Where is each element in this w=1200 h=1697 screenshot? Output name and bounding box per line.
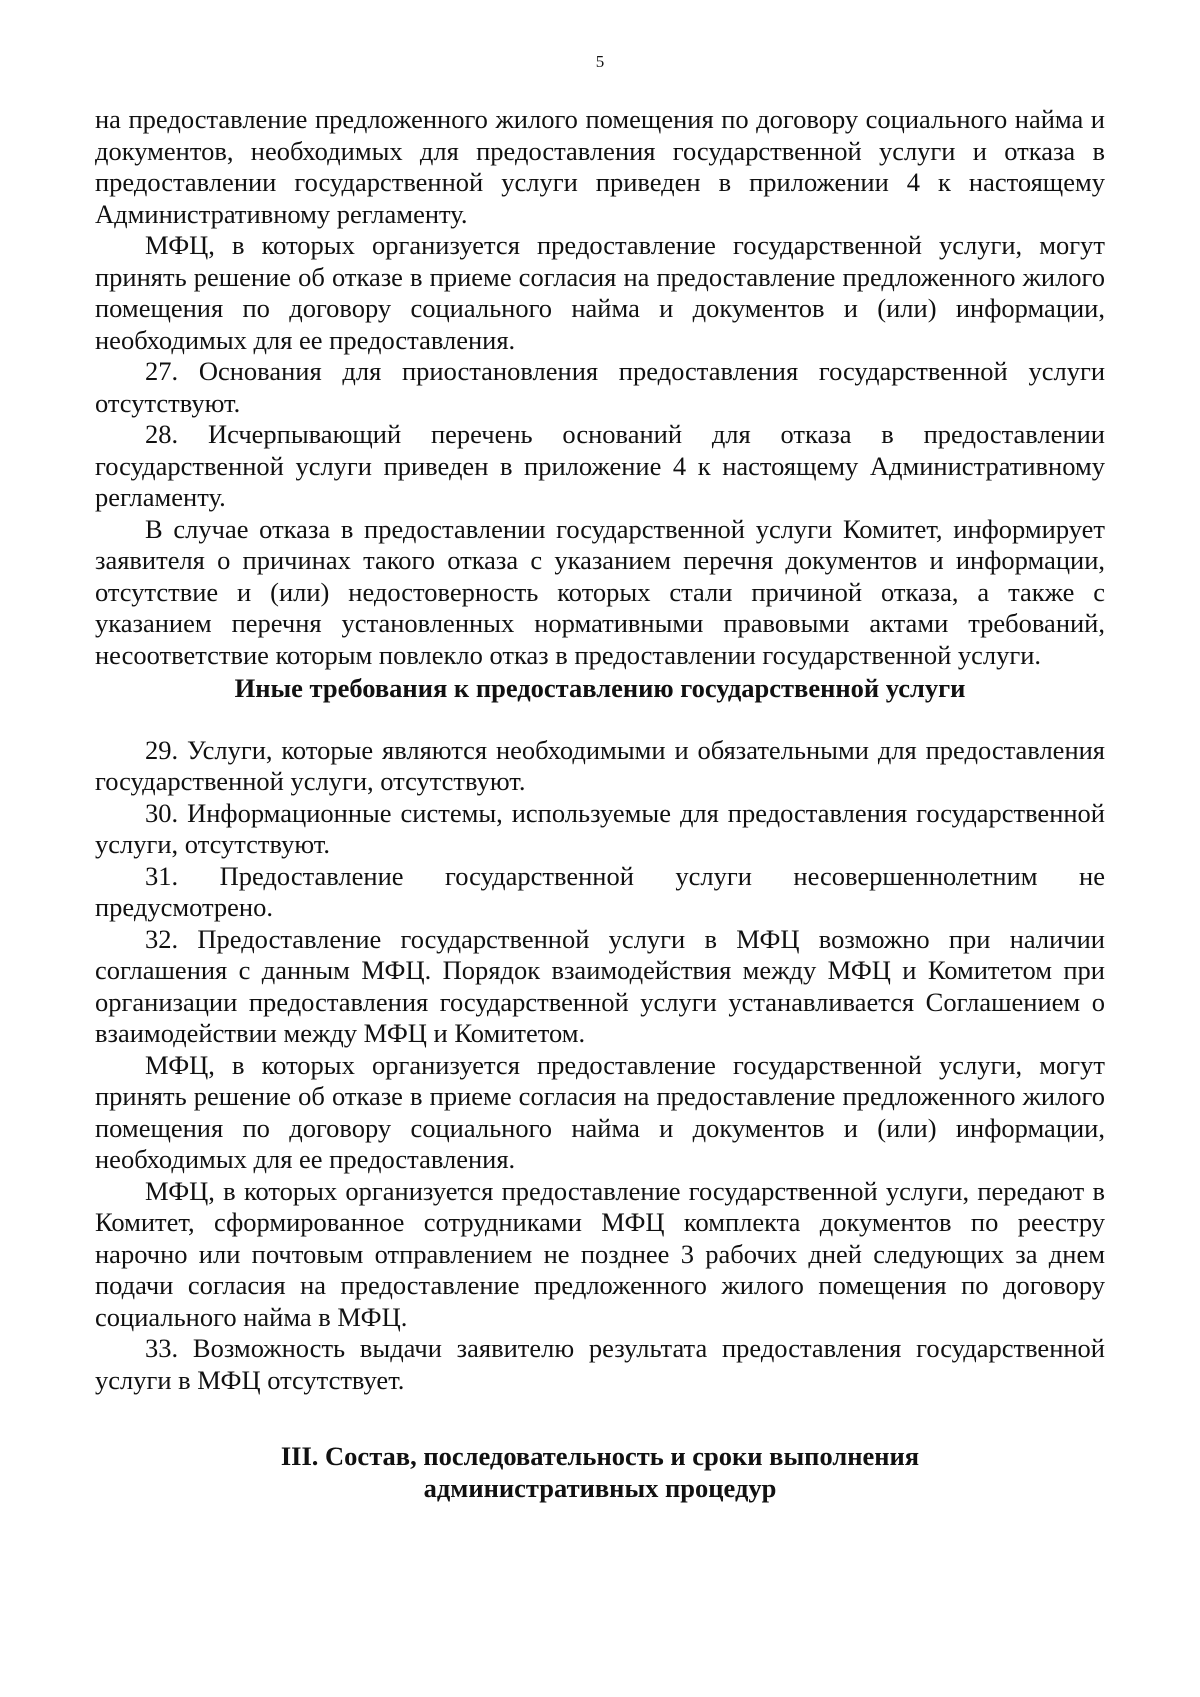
section-heading-line2: административных процедур	[423, 1472, 777, 1503]
paragraph-mfc-refusal: МФЦ, в которых организуется предоставление государственной услуги, могут принять решение об отказе в приеме согласия на предоставление предложенного жилого помещения по договору социального найма и документов и (или) информации, необходимых для ее предоставления.	[95, 230, 1105, 355]
paragraph-33: 33. Возможность выдачи заявителю результата предоставления государственной услуги в МФЦ отсутствует.	[95, 1333, 1105, 1395]
document-body	[95, 104, 1105, 1504]
paragraph-28: 28. Исчерпывающий перечень оснований для отказа в предоставлении государственной услуги приведен в приложение 4 к настоящему Административному регламенту.	[95, 419, 1105, 512]
paragraph-30: 30. Информационные системы, используемые для предоставления государственной услуги, отсутствуют.	[95, 797, 1105, 859]
paragraph-29: 29. Услуги, которые являются необходимыми и обязательными для предоставления государственной услуги, отсутствуют.	[95, 734, 1105, 796]
paragraph-mfc-transfer: МФЦ, в которых организуется предоставление государственной услуги, передают в Комитет, сформированное сотрудниками МФЦ комплекта документов по реестру нарочно или почтовым отправлением не позднее 3 рабочих дней следующих за днем подачи согласия на предоставление предложенного жилого помещения по договору социального найма в МФЦ.	[95, 1175, 1105, 1332]
paragraph-refusal-notice: В случае отказа в предоставлении государственной услуги Комитет, информирует заявителя о причинах такого отказа с указанием перечня документов и информации, отсутствие и (или) недостоверность которых стали причиной отказа, а также с указанием перечня установленных нормативными правовыми актами требований, несоответствие которым повлекло отказ в предоставлении государственной услуги.	[95, 513, 1105, 670]
paragraph-27: 27. Основания для приостановления предоставления государственной услуги отсутствуют.	[95, 356, 1105, 418]
subsection-heading: Иные требования к предоставлению государственной услуги	[234, 673, 966, 703]
paragraph-mfc-refusal-repeat: МФЦ, в которых организуется предоставление государственной услуги, могут принять решение об отказе в приеме согласия на предоставление предложенного жилого помещения по договору социального найма и документов и (или) информации, необходимых для ее предоставления.	[95, 1049, 1105, 1174]
paragraph-continuation: на предоставление предложенного жилого помещения по договору социального найма и документов, необходимых для предоставления государственной услуги и отказа в предоставлении государственной услуги приведен в приложении 4 к настоящему Административному регламенту.	[95, 104, 1105, 229]
paragraph-31: 31. Предоставление государственной услуги несовершеннолетним не предусмотрено.	[95, 860, 1105, 922]
section-heading	[95, 1441, 1105, 1504]
paragraph-32: 32. Предоставление государственной услуги в МФЦ возможно при наличии соглашения с данным МФЦ. Порядок взаимодействия между МФЦ и Комитетом при организации предоставления государственной услуги устанавливается Соглашением о взаимодействии между МФЦ и Комитетом.	[95, 923, 1105, 1048]
section-heading-line1: III. Состав, последовательность и сроки выполнения	[280, 1441, 920, 1471]
page-number: 5	[595, 52, 605, 71]
